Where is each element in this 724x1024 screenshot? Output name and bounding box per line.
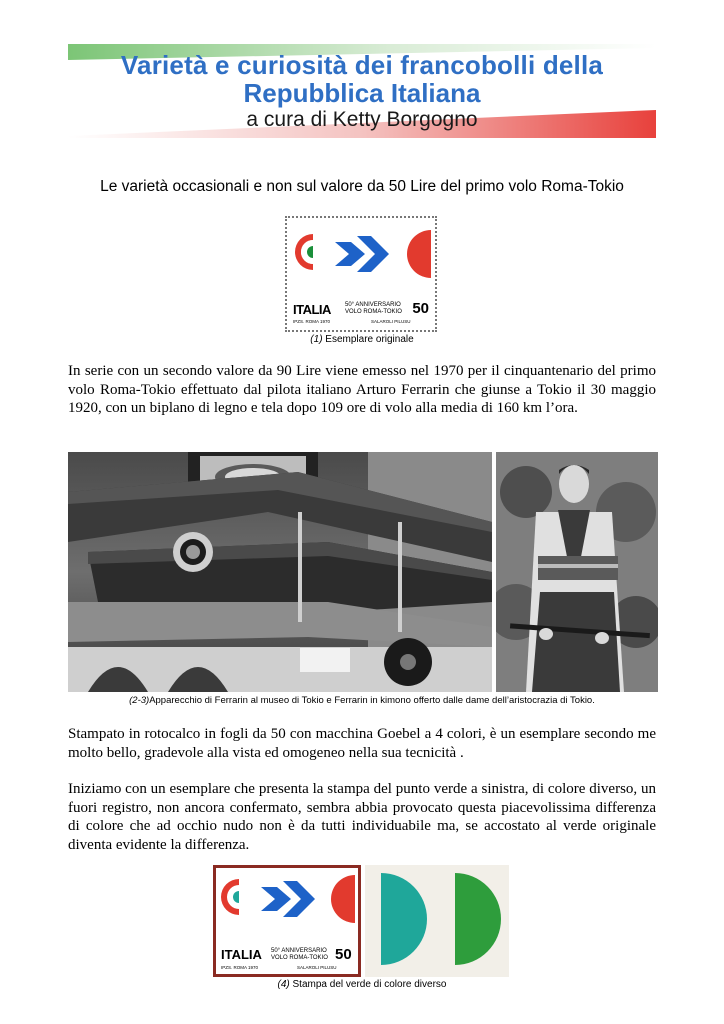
paragraph-variety: Iniziamo con un esemplare che presenta la stampa del punto verde a sinistra, di colore diverso, un fuori registro, non ancora confermato, sembra abbia provocato questa piacevolissima differenza di colore che ad occhio nudo non è da tutti individuabile ma, se accostato al verde originale diventa evidente la differenza. — [68, 781, 656, 853]
arrow-left-icon — [335, 242, 365, 266]
stamp-printer: IPZS. ROMA 1970 — [293, 319, 331, 324]
stamp-country: ITALIA — [293, 302, 331, 317]
caption-4-number: (4) — [277, 979, 290, 990]
paragraph-printing: Stampato in rotocalco in fogli da 50 con macchina Goebel a 4 colori, è un esemplare secondo me molto bello, gradevole alla vista ed omogeneo nella sua tecnicità . — [68, 726, 656, 761]
paragraph-intro: In serie con un secondo valore da 90 Lire viene emesso nel 1970 per il cinquantenario del primo volo Roma-Tokio effettuato dal pilota italiano Arturo Ferrarin che giunse a Tokio il 30 maggio 1920, con un biplano di legno e tela dopo 109 ore di volo alla media di 160 km l’ora. — [68, 363, 656, 416]
ferrarin-kimono-photo — [496, 452, 658, 692]
stamp-value: 50 — [412, 300, 429, 317]
caption-4-text: Stampa del verde di colore diverso — [289, 979, 447, 990]
figure-caption-2-3 — [0, 695, 724, 706]
stamp-designers: SALAROLI PILUSU — [371, 319, 411, 324]
stamp-title-line1: 50° ANNIVERSARIO — [271, 948, 327, 954]
stamp-value: 50 — [335, 946, 352, 963]
figure-caption-4 — [0, 979, 724, 990]
stamp-title-line2: VOLO ROMA-TOKIO — [345, 309, 402, 315]
banner-title-line1: Varietà e curiosità dei francobolli della — [120, 50, 604, 80]
stamp-title — [271, 948, 328, 962]
header-banner — [68, 44, 656, 138]
caption-1-text: Esemplare originale — [322, 334, 414, 345]
stamp-designers: SALAROLI PILUSU — [297, 965, 337, 970]
stamp-title — [345, 302, 402, 316]
stamp-country: ITALIA — [221, 947, 262, 962]
banner-author: a cura di Ketty Borgogno — [246, 108, 478, 131]
rising-sun-shape — [407, 230, 431, 278]
stamp-title-line1: 50° ANNIVERSARIO — [345, 302, 401, 308]
stamp-title-line2: VOLO ROMA-TOKIO — [271, 955, 328, 961]
stamp-original — [285, 216, 437, 332]
banner-title-line2: Repubblica Italiana — [243, 78, 481, 108]
caption-2-3-number: (2-3) — [129, 695, 150, 706]
stamp-printer: IPZS. ROMA 1970 — [221, 965, 259, 970]
caption-2-3-text: Apparecchio di Ferrarin al museo di Tokio e Ferrarin in kimono offerto dalle dame dell’aristocrazia di Tokio. — [149, 695, 595, 706]
page-heading: Le varietà occasionali e non sul valore da 50 Lire del primo volo Roma-Tokio — [100, 178, 624, 195]
biplane-museum-photo — [68, 452, 492, 692]
figure-caption-1 — [0, 334, 724, 345]
variety-comparison — [213, 865, 509, 977]
caption-1-number: (1) — [310, 334, 323, 345]
